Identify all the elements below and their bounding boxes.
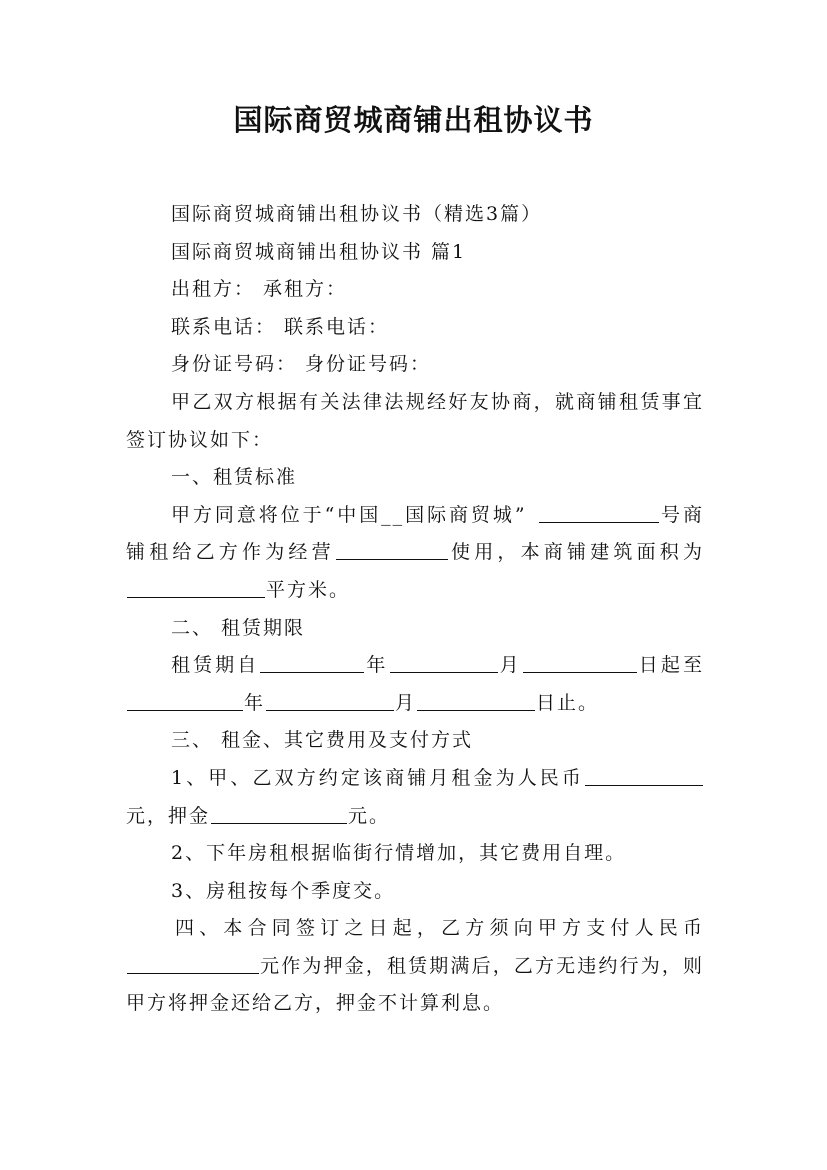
section-2-text — [126, 647, 704, 722]
end-year-blank — [127, 691, 243, 711]
section-1-text — [126, 497, 704, 610]
ids-line: 身份证号码： 身份证号码： — [171, 353, 432, 376]
section-3-heading: 三、 租金、其它费用及支付方式 — [171, 729, 474, 752]
parties-line: 出租方： 承租方： — [171, 278, 348, 301]
sec2-end: 日止。 — [536, 691, 600, 714]
end-month-blank — [266, 691, 394, 711]
phones-line: 联系电话： 联系电话： — [171, 315, 390, 338]
sec4-b: 元作为押金，租赁期满后，乙方无违约行为，则甲方将押金还给乙方，押金不计算利息。 — [126, 954, 704, 1015]
section-3-item-2: 2、下年房租根据临街行情增加，其它费用自理。 — [171, 842, 627, 865]
sec1-text-a: 甲方同意将位于“中国__国际商贸城” — [171, 503, 527, 526]
shop-number-blank — [539, 503, 659, 523]
intro-paragraph: 甲乙双方根据有关法律法规经好友协商，就商铺租赁事宜签订协议如下： — [126, 390, 704, 451]
sec2-year-2: 年 — [244, 691, 266, 714]
sec3-item1-b: 元，押金 — [126, 804, 211, 827]
sec1-text-d: 平方米。 — [266, 578, 351, 601]
area-blank — [127, 578, 265, 598]
sec2-start: 日起至 — [637, 654, 704, 677]
sec1-text-b: 号商铺租给乙方作为经营 — [126, 503, 704, 564]
sec2-month-2: 月 — [395, 691, 417, 714]
document-body — [126, 196, 704, 1023]
sec2-year-1: 年 — [365, 654, 389, 677]
sec4-deposit-blank — [127, 954, 259, 974]
sec4-a: 四、本合同签订之日起，乙方须向甲方支付人民币 — [175, 917, 704, 940]
start-day-blank — [523, 653, 637, 673]
start-year-blank — [260, 653, 364, 673]
sec1-text-c: 使用，本商铺建筑面积为 — [448, 541, 704, 564]
deposit-blank — [211, 804, 347, 824]
subtitle: 国际商贸城商铺出租协议书（精选3篇） — [171, 203, 543, 225]
section-2-heading: 二、 租赁期限 — [171, 616, 306, 639]
monthly-rent-blank — [585, 766, 703, 786]
sec3-item1-c: 元。 — [348, 804, 391, 827]
sec2-a: 租赁期自 — [171, 654, 260, 677]
business-use-blank — [336, 540, 448, 560]
sec3-item1-a: 1、甲、乙双方约定该商铺月租金为人民币 — [171, 766, 584, 789]
section-4-text — [126, 910, 704, 1023]
section-1-heading: 一、租赁标准 — [171, 466, 298, 489]
start-month-blank — [390, 653, 498, 673]
document-title: 国际商贸城商铺出租协议书 — [233, 103, 594, 137]
section-3-item-3: 3、房租按每个季度交。 — [171, 879, 396, 902]
end-day-blank — [417, 691, 535, 711]
part-heading: 国际商贸城商铺出租协议书 篇1 — [171, 240, 467, 263]
sec2-month-1: 月 — [498, 654, 522, 677]
section-3-item-1 — [126, 760, 704, 835]
